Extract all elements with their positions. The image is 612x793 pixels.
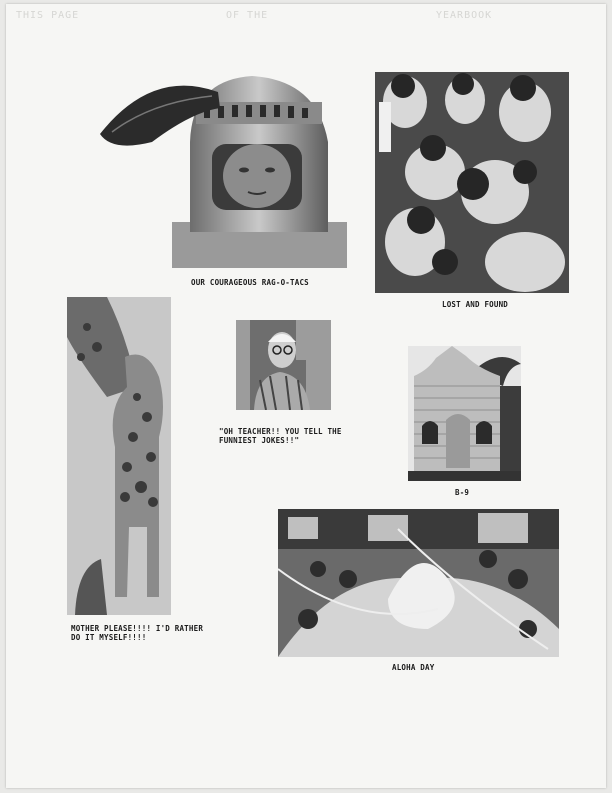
knight-helmet-photo <box>92 72 347 268</box>
aloha-caption: ALOHA DAY <box>392 663 435 672</box>
lost-and-found-photo <box>375 72 569 293</box>
knight-caption: OUR COURAGEOUS RAG-O-TACS <box>191 278 309 287</box>
teacher-photo <box>236 320 331 410</box>
lost-caption: LOST AND FOUND <box>442 300 509 309</box>
ghost-text-2: OF THE <box>226 10 269 21</box>
ghost-text-3: YEARBOOK <box>436 10 493 21</box>
giraffes-photo <box>67 297 171 615</box>
aloha-day-photo <box>278 509 559 657</box>
ghost-text-1: THIS PAGE <box>16 10 80 21</box>
building-b9-photo <box>408 346 521 481</box>
teacher-caption-line-2: FUNNIEST JOKES!!" <box>219 436 300 445</box>
teacher-caption-line-1: "OH TEACHER!! YOU TELL THE <box>219 427 342 436</box>
giraffe-caption-line-2: DO IT MYSELF!!!! <box>71 633 147 642</box>
giraffe-caption-line-1: MOTHER PLEASE!!!! I'D RATHER <box>71 624 204 633</box>
building-caption: B-9 <box>455 488 470 497</box>
yearbook-page <box>6 4 606 788</box>
